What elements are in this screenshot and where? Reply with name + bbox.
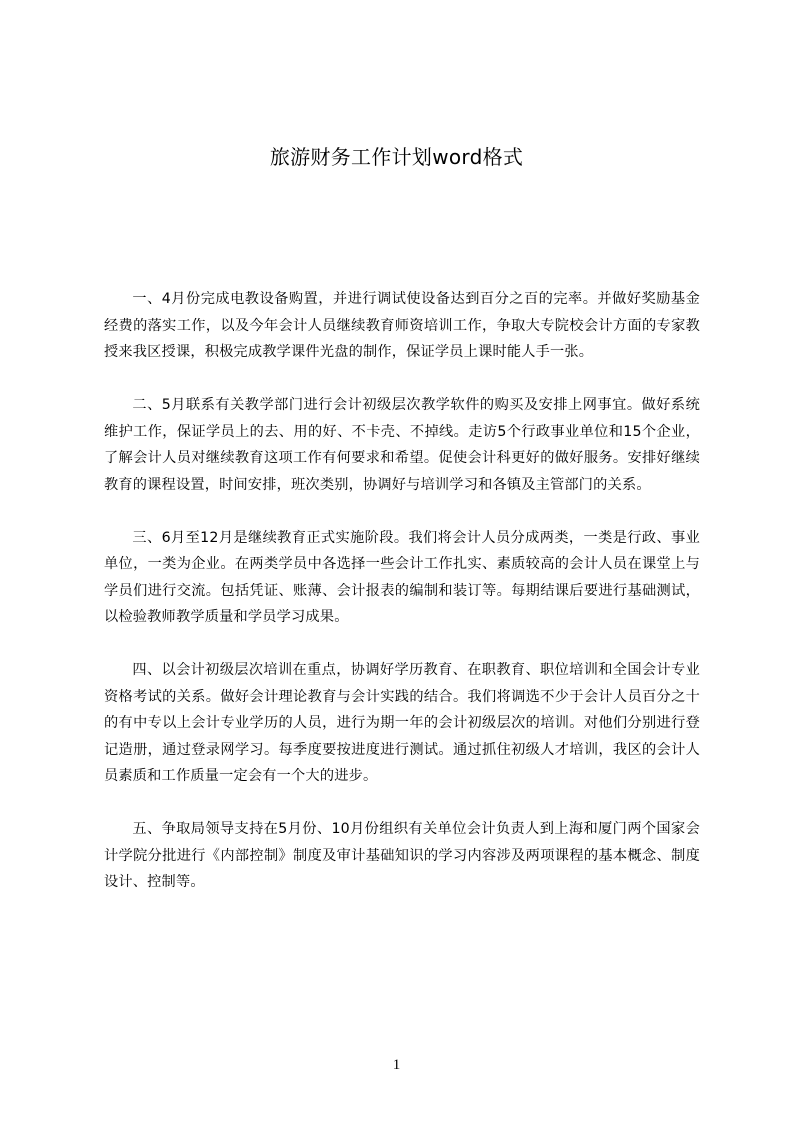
document-title: 旅游财务工作计划word格式: [269, 145, 524, 169]
paragraph-5: 五、争取局领导支持在5月份、10月份组织有关单位会计负责人到上海和厦门两个国家会计学院分批进行《内部控制》制度及审计基础知识的学习内容涉及两项课程的基本概念、制度设计、控制等。: [104, 821, 700, 890]
document-body: [104, 286, 700, 922]
paragraph-1: 一、4月份完成电教设备购置，并进行调试使设备达到百分之百的完率。并做好奖励基金经费的落实工作，以及今年会计人员继续教育师资培训工作，争取大专院校会计方面的专家教授来我区授课，积极完成教学课件光盘的制作，保证学员上课时能人手一张。: [104, 291, 700, 360]
page-number: 1: [392, 1057, 401, 1073]
paragraph-3: 三、6月至12月是继续教育正式实施阶段。我们将会计人员分成两类，一类是行政、事业单位，一类为企业。在两类学员中各选择一些会计工作扎实、素质较高的会计人员在课堂上与学员们进行交流。包括凭证、账薄、会计报表的编制和装订等。每期结课后要进行基础测试，以检验教师教学质量和学员学习成果。: [104, 529, 700, 625]
paragraph-2: 二、5月联系有关教学部门进行会计初级层次教学软件的购买及安排上网事宜。做好系统维护工作，保证学员上的去、用的好、不卡壳、不掉线。走访5个行政事业单位和15个企业，了解会计人员对继续教育这项工作有何要求和希望。促使会计科更好的做好服务。安排好继续教育的课程设置，时间安排，班次类别，协调好与培训学习和各镇及主管部门的关系。: [104, 397, 700, 493]
paragraph-4: 四、以会计初级层次培训在重点，协调好学历教育、在职教育、职位培训和全国会计专业资格考试的关系。做好会计理论教育与会计实践的结合。我们将调选不少于会计人员百分之十的有中专以上会计专业学历的人员，进行为期一年的会计初级层次的培训。对他们分别进行登记造册，通过登录网学习。每季度要按进度进行测试。通过抓住初级人才培训，我区的会计人员素质和工作质量一定会有一个大的进步。: [104, 662, 700, 784]
